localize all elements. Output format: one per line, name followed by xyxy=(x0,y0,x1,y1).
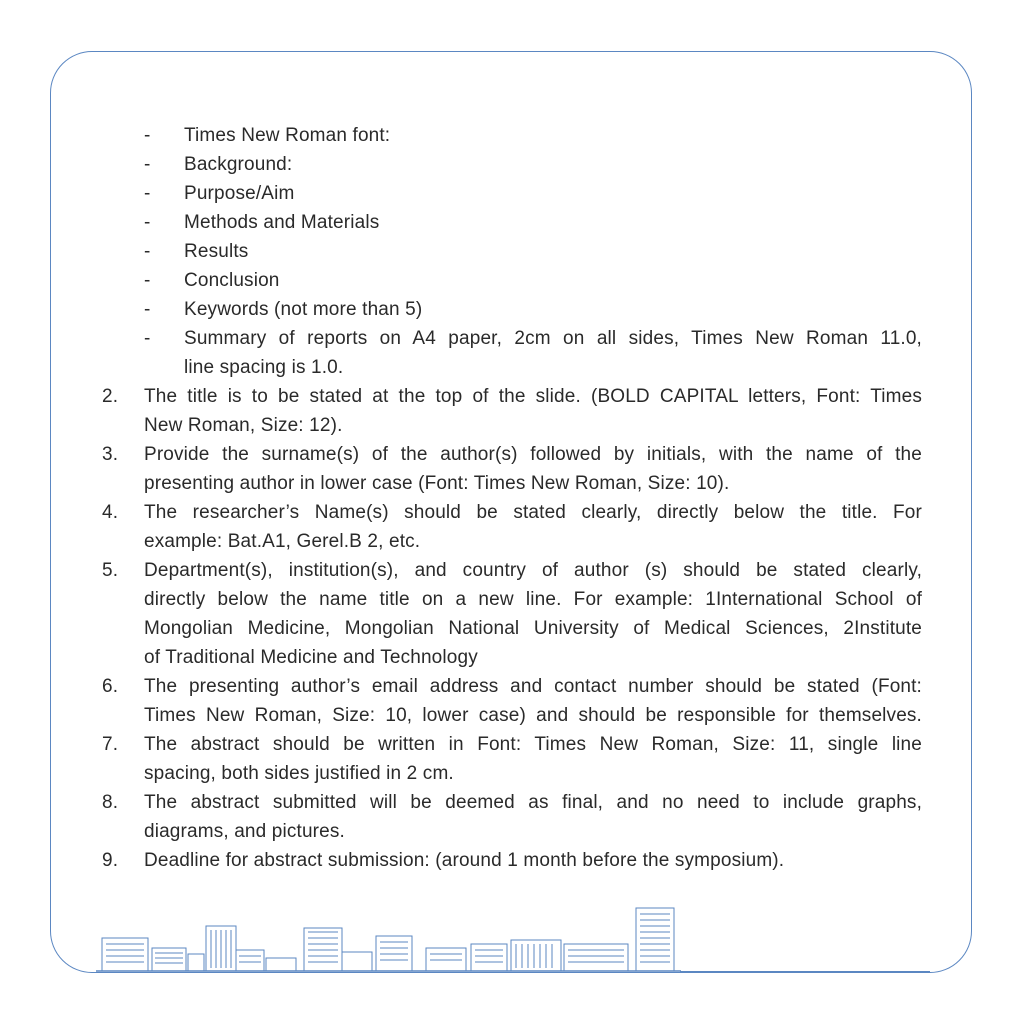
item-number: 7. xyxy=(102,734,119,755)
item-text: spacing, both sides justified in 2 cm. xyxy=(144,763,454,784)
item-text: The presenting author’s email address and contact number should be stated (Font: xyxy=(144,676,922,697)
item-text: of Traditional Medicine and Technology xyxy=(144,647,478,668)
item-text: The abstract submitted will be deemed as final, and no need to include graphs, xyxy=(144,792,922,813)
item-text: New Roman, Size: 12). xyxy=(144,415,343,436)
item-text: Mongolian Medicine, Mongolian National University of Medical Sciences, 2Institute xyxy=(144,618,922,639)
dash-marker: - xyxy=(144,299,151,320)
item-text: Deadline for abstract submission: (around 1 month before the symposium). xyxy=(144,850,785,871)
item-number: 6. xyxy=(102,676,119,697)
item-text: example: Bat.A1, Gerel.B 2, etc. xyxy=(144,531,421,552)
item-text: Provide the surname(s) of the author(s) followed by initials, with the name of the xyxy=(144,444,922,465)
bullet-text: Results xyxy=(184,241,249,262)
item-text: The researcher’s Name(s) should be stated clearly, directly below the title. For xyxy=(144,502,922,523)
item-text: The abstract should be written in Font: Times New Roman, Size: 11, single line xyxy=(144,734,922,755)
dash-marker: - xyxy=(144,154,151,175)
dash-marker: - xyxy=(144,241,151,262)
item-text: presenting author in lower case (Font: Times New Roman, Size: 10). xyxy=(144,473,730,494)
city-skyline-icon xyxy=(96,900,681,975)
item-number: 3. xyxy=(102,444,119,465)
bullet-text: Background: xyxy=(184,154,293,175)
item-number: 5. xyxy=(102,560,119,581)
bullet-text: Keywords (not more than 5) xyxy=(184,299,423,320)
item-number: 2. xyxy=(102,386,119,407)
bullet-text: Summary of reports on A4 paper, 2cm on all sides, Times New Roman 11.0, xyxy=(184,328,922,349)
ground-line xyxy=(680,971,930,973)
item-text: Times New Roman, Size: 10, lower case) and should be responsible for themselves. xyxy=(144,705,922,726)
item-text: directly below the name title on a new line. For example: 1International School of xyxy=(144,589,922,610)
dash-marker: - xyxy=(144,328,151,349)
bullet-text: Purpose/Aim xyxy=(184,183,295,204)
item-text: The title is to be stated at the top of the slide. (BOLD CAPITAL letters, Font: Times xyxy=(144,386,922,407)
item-number: 9. xyxy=(102,850,119,871)
dash-marker: - xyxy=(144,183,151,204)
bullet-text: Times New Roman font: xyxy=(184,125,391,146)
bullet-text: Methods and Materials xyxy=(184,212,380,233)
item-number: 4. xyxy=(102,502,119,523)
bullet-text: line spacing is 1.0. xyxy=(184,357,344,378)
dash-marker: - xyxy=(144,212,151,233)
dash-marker: - xyxy=(144,270,151,291)
item-number: 8. xyxy=(102,792,119,813)
item-text: diagrams, and pictures. xyxy=(144,821,345,842)
bullet-text: Conclusion xyxy=(184,270,280,291)
item-text: Department(s), institution(s), and country of author (s) should be stated clearly, xyxy=(144,560,922,581)
dash-marker: - xyxy=(144,125,151,146)
